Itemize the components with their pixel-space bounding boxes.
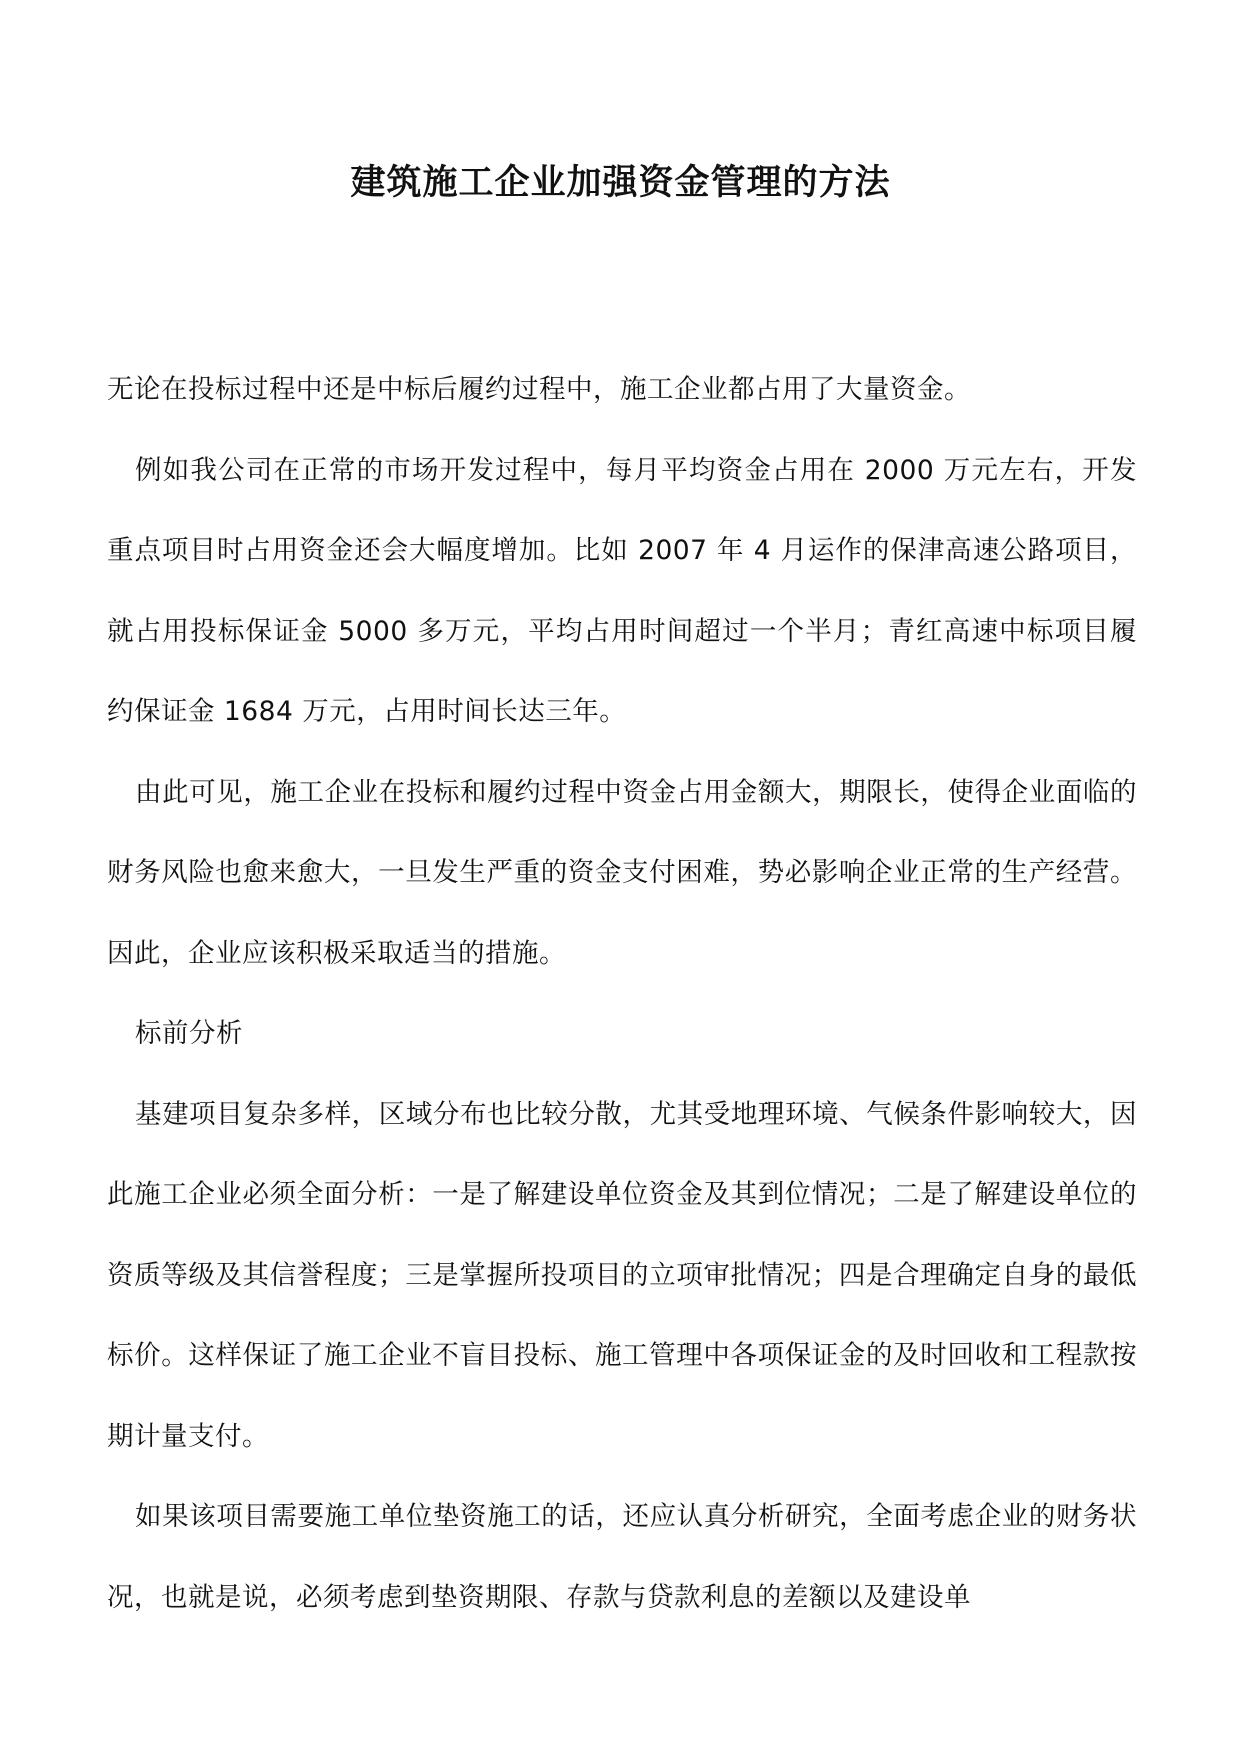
paragraph-analysis: 基建项目复杂多样，区域分布也比较分散，尤其受地理环境、气候条件影响较大，因此施工企业必须全面分析：一是了解建设单位资金及其到位情况；二是了解建设单位的资质等级及其信誉程度；三是掌握所投项目的立项审批情况；四是合理确定自身的最低标价。这样保证了施工企业不盲目投标、施工管理中各项保证金的及时回收和工程款按期计量支付。 bbox=[107, 1098, 1137, 1452]
document-title: 建筑施工企业加强资金管理的方法 bbox=[350, 162, 891, 203]
paragraph-advance-funding: 如果该项目需要施工单位垫资施工的话，还应认真分析研究，全面考虑企业的财务状况，也就是说，必须考虑到垫资期限、存款与贷款利息的差额以及建设单 bbox=[107, 1501, 1137, 1613]
document-body bbox=[107, 350, 1137, 1638]
paragraph-risk: 由此可见，施工企业在投标和履约过程中资金占用金额大，期限长，使得企业面临的财务风险也愈来愈大，一旦发生严重的资金支付困难，势必影响企业正常的生产经营。因此，企业应该积极采取适当的措施。 bbox=[107, 776, 1137, 969]
paragraph-example: 例如我公司在正常的市场开发过程中，每月平均资金占用在 2000 万元左右，开发重点项目时占用资金还会大幅度增加。比如 2007 年 4 月运作的保津高速公路项目，就占用投标保证金 5000 多万元，平均占用时间超过一个半月；青红高速中标项目履约保证金 1684 万元，占用时间长达三年。 bbox=[107, 454, 1137, 727]
section-heading-pre-bid-analysis: 标前分析 bbox=[135, 1018, 243, 1049]
paragraph-intro: 无论在投标过程中还是中标后履约过程中，施工企业都占用了大量资金。 bbox=[107, 374, 971, 405]
